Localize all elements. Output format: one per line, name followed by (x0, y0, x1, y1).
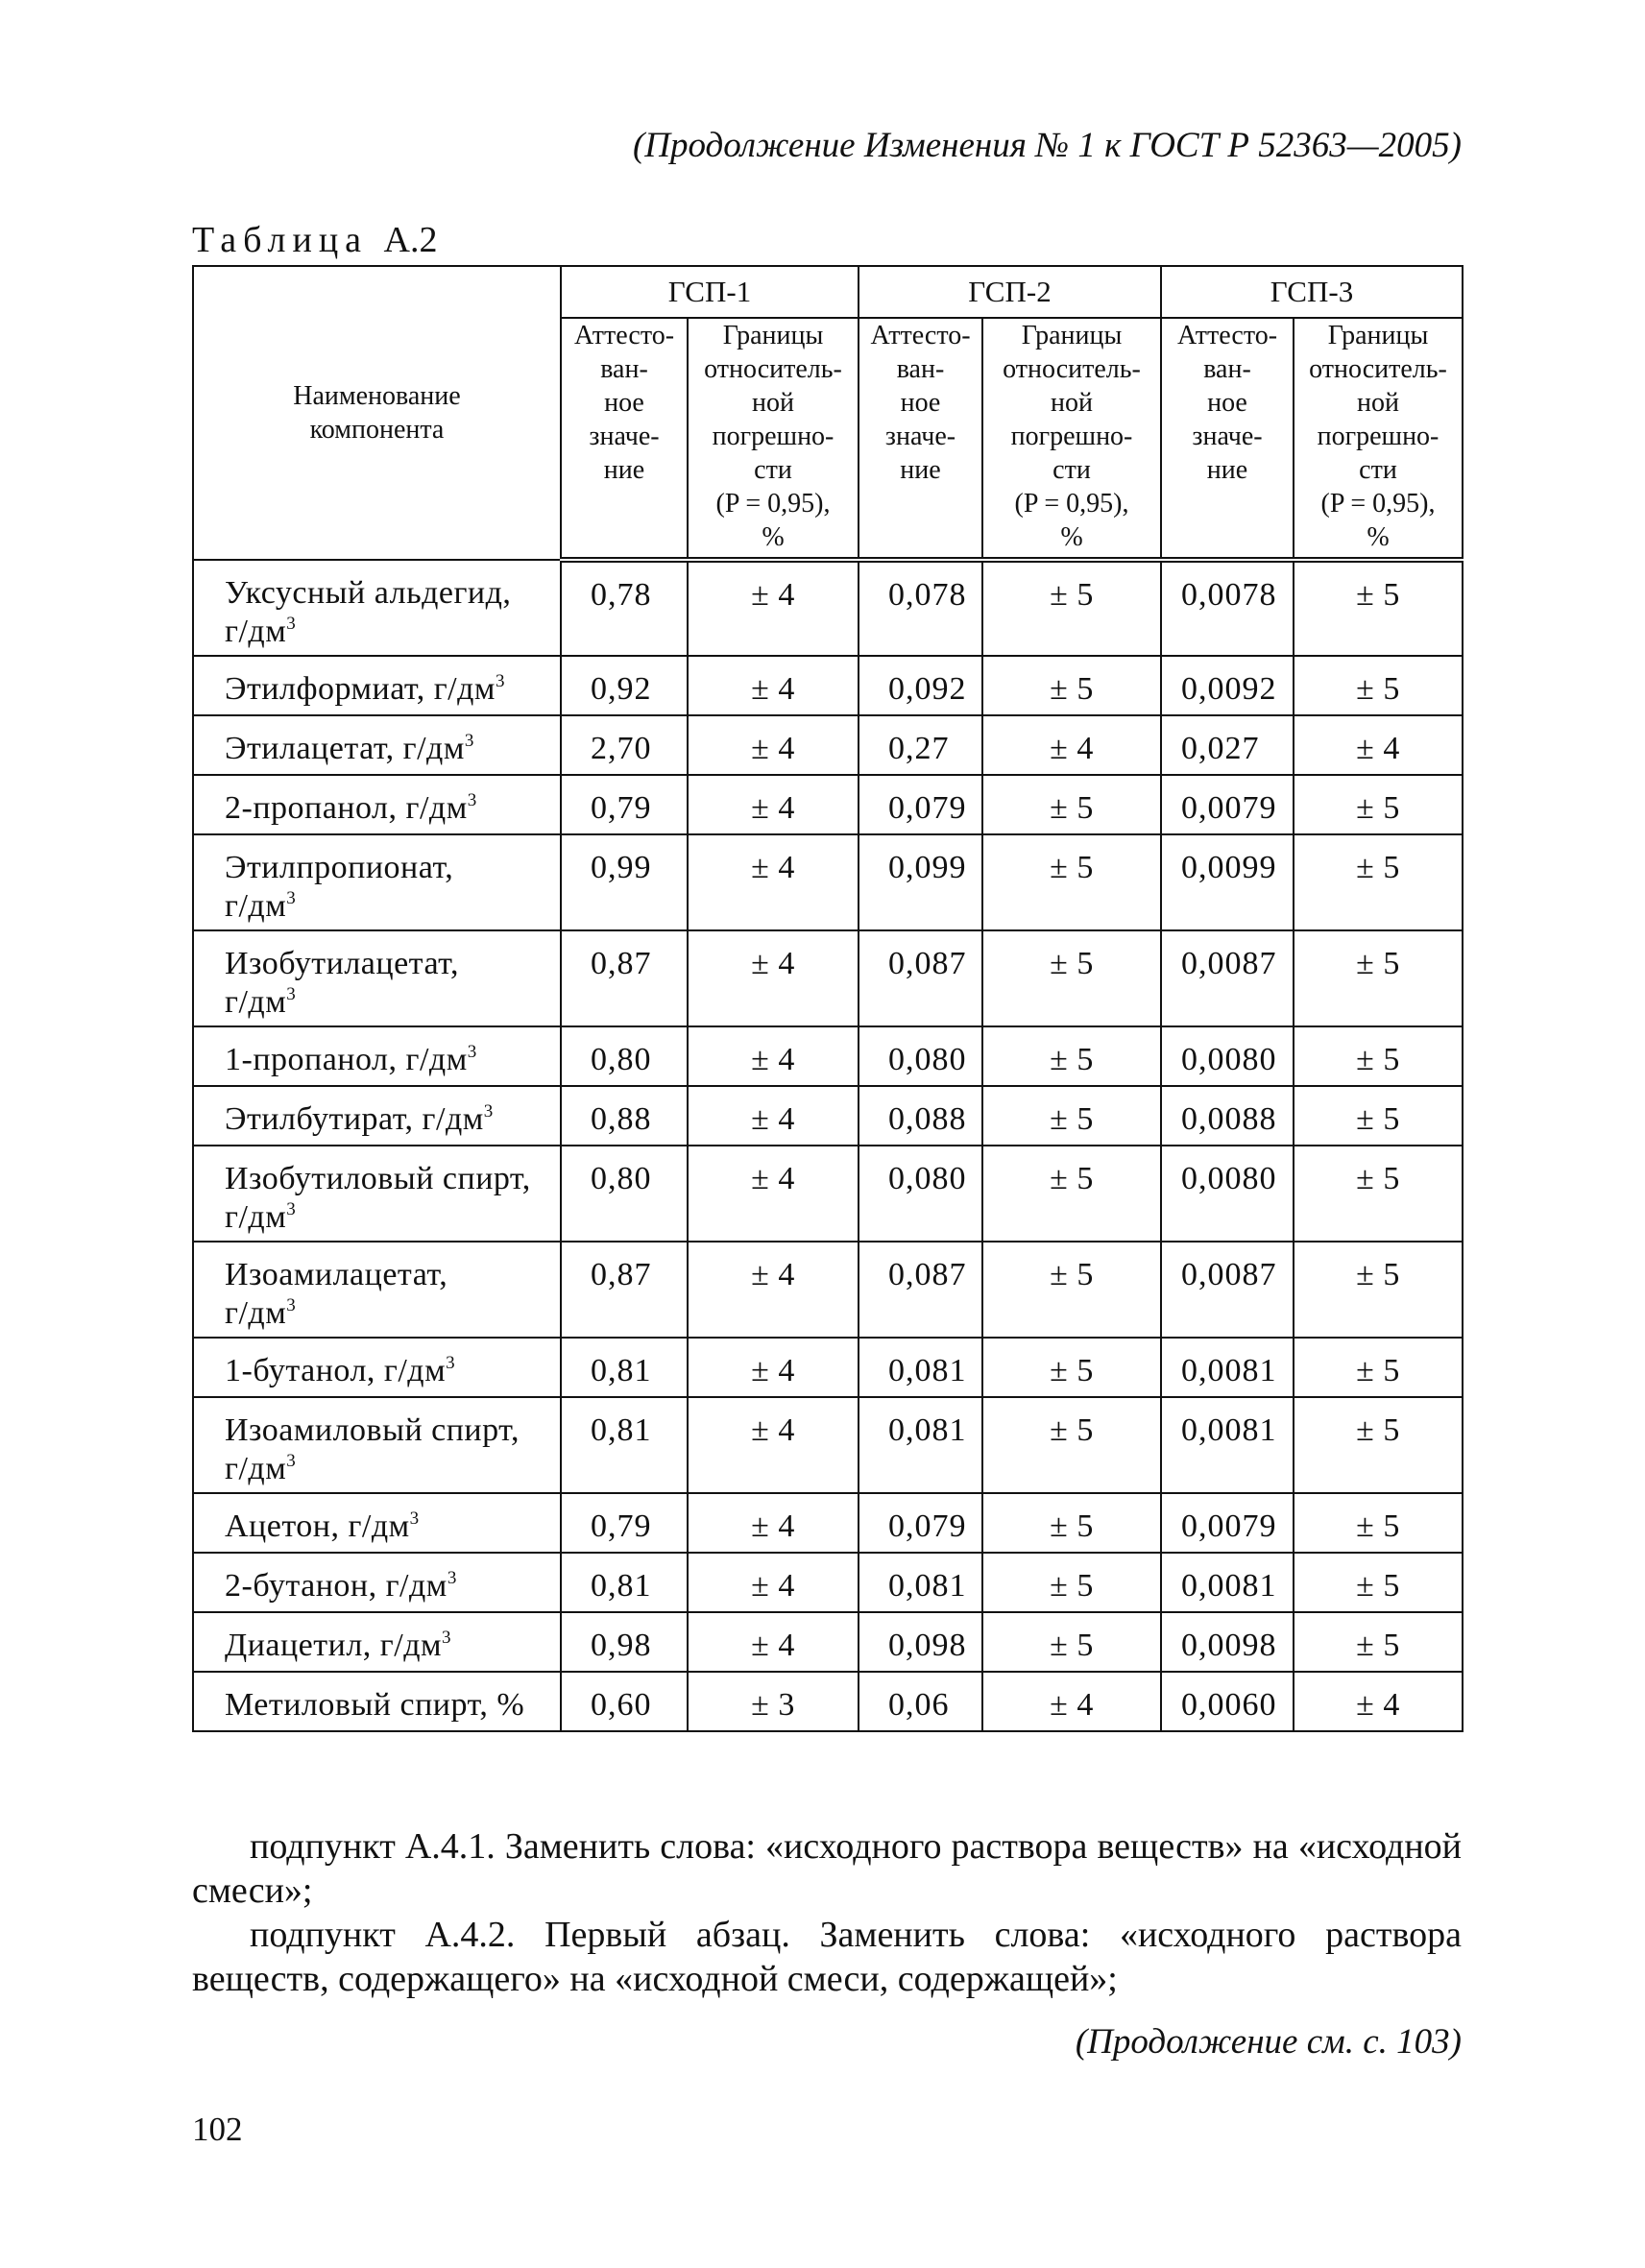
unit-exponent: 3 (495, 671, 505, 691)
certified-value-gsp3: 0,0099 (1161, 834, 1294, 930)
certified-value-gsp2: 0,081 (859, 1553, 982, 1612)
certified-value-gsp2: 0,088 (859, 1086, 982, 1146)
continuation-note: (Продолжение см. с. 103) (1075, 2022, 1462, 2062)
table-row (193, 715, 1463, 775)
certified-value-gsp2: 0,087 (859, 1242, 982, 1338)
error-bound-gsp1: ± 3 (688, 1672, 859, 1731)
certified-value-gsp3: 0,0079 (1161, 775, 1294, 834)
component-name (193, 656, 561, 715)
component-unit: г/дм (433, 671, 496, 707)
error-header-line: сти (754, 455, 792, 485)
error-bound-gsp2: ± 5 (982, 1493, 1161, 1553)
error-bound-gsp3: ± 5 (1294, 1146, 1463, 1242)
certified-value-gsp1: 0,79 (561, 775, 688, 834)
unit-exponent: 3 (409, 1508, 420, 1529)
value-header-line: ное (604, 388, 644, 418)
component-label: 1-бутанол, (225, 1353, 375, 1388)
component-unit: г/дм (405, 1042, 468, 1077)
certified-value-gsp2: 0,078 (859, 560, 982, 656)
certified-value-gsp2: 0,080 (859, 1146, 982, 1242)
table-row (193, 930, 1463, 1026)
error-bound-gsp1: ± 4 (688, 1553, 859, 1612)
component-name (193, 1493, 561, 1553)
error-bound-gsp2: ± 4 (982, 1672, 1161, 1731)
error-header-line: погрешно- (1010, 422, 1133, 451)
table-title (192, 217, 437, 263)
unit-exponent: 3 (483, 1101, 494, 1122)
unit-exponent: 3 (446, 1353, 456, 1373)
table-row (193, 1242, 1463, 1338)
error-bound-gsp1: ± 4 (688, 1242, 859, 1338)
group-header-2: ГСП-2 (859, 266, 1161, 318)
error-header-line: (P = 0,95), (715, 489, 831, 519)
page-number: 102 (192, 2111, 243, 2148)
component-name (193, 1397, 561, 1493)
certified-value-gsp1: 0,88 (561, 1086, 688, 1146)
paragraph-a42 (192, 1913, 1462, 2001)
error-bound-gsp3: ± 5 (1294, 1338, 1463, 1397)
unit-exponent: 3 (464, 731, 474, 751)
unit-exponent: 3 (286, 888, 297, 908)
value-header-line: Аттесто- (573, 321, 675, 350)
certified-value-gsp1: 0,81 (561, 1397, 688, 1493)
error-bound-gsp3: ± 4 (1294, 715, 1463, 775)
unit-exponent: 3 (286, 1451, 297, 1471)
component-name (193, 1338, 561, 1397)
unit-exponent: 3 (447, 1568, 457, 1588)
table-row (193, 1026, 1463, 1086)
error-bound-gsp3: ± 5 (1294, 560, 1463, 656)
error-bound-gsp2: ± 4 (982, 715, 1161, 775)
paragraph-a41-text: подпункт А.4.1. Заменить слова: «исходного раствора веществ» на «исходной смеси»; (192, 1826, 1462, 1911)
error-header-gsp3 (1294, 318, 1463, 560)
component-label: Изобутилацетат, (225, 946, 459, 981)
error-header-line: погрешно- (1317, 422, 1439, 451)
value-header-line: ное (1207, 388, 1247, 418)
error-bound-gsp1: ± 4 (688, 1493, 859, 1553)
table-row (193, 1338, 1463, 1397)
table-body (193, 560, 1463, 1731)
table-row (193, 560, 1463, 656)
error-bound-gsp1: ± 4 (688, 560, 859, 656)
error-bound-gsp2: ± 5 (982, 1553, 1161, 1612)
error-bound-gsp3: ± 5 (1294, 1493, 1463, 1553)
error-bound-gsp3: ± 5 (1294, 1397, 1463, 1493)
value-header-line: ван- (896, 354, 945, 384)
component-unit: г/дм (405, 790, 468, 826)
value-header-line: значе- (884, 422, 956, 451)
error-header-gsp1 (688, 318, 859, 560)
value-header-line: ние (900, 455, 941, 485)
certified-value-gsp3: 0,0081 (1161, 1553, 1294, 1612)
component-label: 2-бутанон, (225, 1568, 377, 1604)
component-unit: г/дм (379, 1628, 443, 1663)
error-bound-gsp2: ± 5 (982, 930, 1161, 1026)
component-name (193, 1146, 561, 1242)
name-header-line: Наименование (293, 381, 461, 411)
value-header-line: ние (603, 455, 645, 485)
error-bound-gsp3: ± 5 (1294, 930, 1463, 1026)
unit-exponent: 3 (286, 984, 297, 1004)
error-bound-gsp1: ± 4 (688, 1146, 859, 1242)
component-name (193, 1242, 561, 1338)
group-header-row (193, 266, 1463, 318)
value-header-line: ние (1206, 455, 1248, 485)
component-label: Этилацетат, (225, 731, 395, 766)
error-bound-gsp1: ± 4 (688, 656, 859, 715)
component-label: Этилбутират, (225, 1101, 414, 1137)
component-name (193, 560, 561, 656)
group-header-1: ГСП-1 (561, 266, 859, 318)
certified-value-gsp2: 0,087 (859, 930, 982, 1026)
group-header-3: ГСП-3 (1161, 266, 1463, 318)
certified-value-gsp1: 0,87 (561, 930, 688, 1026)
component-label: Диацетил, (225, 1628, 372, 1663)
certified-value-gsp1: 0,60 (561, 1672, 688, 1731)
table-row (193, 1397, 1463, 1493)
certified-value-gsp3: 0,027 (1161, 715, 1294, 775)
table-row (193, 1146, 1463, 1242)
component-unit: г/дм (383, 1353, 447, 1388)
component-unit: г/дм (422, 1101, 484, 1137)
error-header-line: Границы (1021, 321, 1123, 350)
table-row (193, 834, 1463, 930)
value-header-line: значе- (589, 422, 660, 451)
name-header-lines (194, 379, 560, 446)
error-bound-gsp1: ± 4 (688, 930, 859, 1026)
error-header-line: % (1367, 522, 1390, 552)
certified-value-gsp3: 0,0080 (1161, 1026, 1294, 1086)
error-bound-gsp3: ± 5 (1294, 1086, 1463, 1146)
component-label: Изоамилацетат, (225, 1257, 448, 1292)
unit-exponent: 3 (467, 790, 477, 810)
certified-value-gsp2: 0,06 (859, 1672, 982, 1731)
certified-value-gsp3: 0,0092 (1161, 656, 1294, 715)
component-unit: г/дм (225, 614, 287, 649)
error-bound-gsp1: ± 4 (688, 1397, 859, 1493)
value-header-gsp2 (859, 318, 982, 560)
unit-exponent: 3 (442, 1628, 452, 1648)
error-header-line: (P = 0,95), (1320, 489, 1436, 519)
certified-value-gsp3: 0,0087 (1161, 1242, 1294, 1338)
certified-value-gsp3: 0,0081 (1161, 1397, 1294, 1493)
error-header-line: ной (752, 388, 794, 418)
certified-value-gsp3: 0,0081 (1161, 1338, 1294, 1397)
paragraph-a42-text: подпункт А.4.2. Первый абзац. Заменить слова: «исходного раствора веществ, содержащего» на «исходной смеси, содержащей»; (192, 1915, 1462, 1999)
error-bound-gsp1: ± 4 (688, 1086, 859, 1146)
component-label: Метиловый спирт, (225, 1687, 489, 1723)
error-bound-gsp3: ± 5 (1294, 656, 1463, 715)
certified-value-gsp2: 0,098 (859, 1612, 982, 1672)
error-header-line: ной (1357, 388, 1399, 418)
certified-value-gsp1: 0,78 (561, 560, 688, 656)
error-bound-gsp2: ± 5 (982, 1612, 1161, 1672)
error-bound-gsp1: ± 4 (688, 715, 859, 775)
certified-value-gsp1: 0,80 (561, 1146, 688, 1242)
error-bound-gsp3: ± 5 (1294, 775, 1463, 834)
data-table (192, 265, 1464, 1732)
certified-value-gsp1: 0,80 (561, 1026, 688, 1086)
error-bound-gsp2: ± 5 (982, 1086, 1161, 1146)
error-header-line: ной (1051, 388, 1093, 418)
error-header-line: % (762, 522, 785, 552)
component-label: 1-пропанол, (225, 1042, 398, 1077)
error-bound-gsp1: ± 4 (688, 1612, 859, 1672)
error-bound-gsp2: ± 5 (982, 775, 1161, 834)
certified-value-gsp2: 0,27 (859, 715, 982, 775)
error-header-line: погрешно- (712, 422, 835, 451)
value-header-line: ван- (600, 354, 648, 384)
error-bound-gsp2: ± 5 (982, 560, 1161, 656)
error-bound-gsp2: ± 5 (982, 656, 1161, 715)
certified-value-gsp2: 0,080 (859, 1026, 982, 1086)
component-label: Ацетон, (225, 1508, 340, 1544)
error-bound-gsp2: ± 5 (982, 1146, 1161, 1242)
error-bound-gsp3: ± 5 (1294, 1553, 1463, 1612)
table-row (193, 1493, 1463, 1553)
error-bound-gsp1: ± 4 (688, 1026, 859, 1086)
table-title-word: Таблица (192, 220, 369, 260)
component-label: Изобутиловый спирт, (225, 1161, 531, 1196)
unit-exponent: 3 (286, 614, 297, 634)
component-name (193, 930, 561, 1026)
table-row (193, 1672, 1463, 1731)
component-unit: г/дм (225, 1295, 287, 1331)
component-label: Этилформиат, (225, 671, 425, 707)
value-header-gsp1 (561, 318, 688, 560)
error-header-line: сти (1052, 455, 1091, 485)
component-label: Уксусный альдегид, (225, 575, 512, 611)
certified-value-gsp3: 0,0098 (1161, 1612, 1294, 1672)
certified-value-gsp2: 0,099 (859, 834, 982, 930)
unit-exponent: 3 (286, 1199, 297, 1219)
error-header-line: относитель- (1003, 354, 1141, 384)
table-row (193, 1553, 1463, 1612)
error-bound-gsp3: ± 5 (1294, 1612, 1463, 1672)
unit-exponent: 3 (467, 1042, 477, 1062)
error-bound-gsp3: ± 5 (1294, 1242, 1463, 1338)
table-row (193, 775, 1463, 834)
table-row (193, 1612, 1463, 1672)
paragraph-a41 (192, 1824, 1462, 1913)
component-name (193, 834, 561, 930)
certified-value-gsp1: 0,81 (561, 1553, 688, 1612)
component-name (193, 775, 561, 834)
component-unit: % (496, 1687, 525, 1723)
certified-value-gsp1: 2,70 (561, 715, 688, 775)
component-unit: г/дм (385, 1568, 448, 1604)
component-unit: г/дм (348, 1508, 410, 1544)
error-bound-gsp2: ± 5 (982, 1397, 1161, 1493)
component-label: Изоамиловый спирт, (225, 1412, 520, 1448)
component-unit: г/дм (225, 1451, 287, 1486)
certified-value-gsp2: 0,081 (859, 1338, 982, 1397)
value-header-line: значе- (1192, 422, 1263, 451)
component-name (193, 715, 561, 775)
component-unit: г/дм (225, 984, 287, 1020)
table-row (193, 656, 1463, 715)
certified-value-gsp3: 0,0080 (1161, 1146, 1294, 1242)
certified-value-gsp1: 0,81 (561, 1338, 688, 1397)
error-header-line: относитель- (704, 354, 842, 384)
page-header: (Продолжение Изменения № 1 к ГОСТ Р 52363—2005) (632, 126, 1462, 165)
certified-value-gsp3: 0,0078 (1161, 560, 1294, 656)
component-name (193, 1553, 561, 1612)
component-unit: г/дм (402, 731, 465, 766)
error-header-line: % (1060, 522, 1083, 552)
error-header-line: сти (1359, 455, 1397, 485)
error-bound-gsp3: ± 5 (1294, 834, 1463, 930)
certified-value-gsp2: 0,079 (859, 1493, 982, 1553)
certified-value-gsp3: 0,0088 (1161, 1086, 1294, 1146)
certified-value-gsp1: 0,79 (561, 1493, 688, 1553)
unit-exponent: 3 (286, 1295, 297, 1315)
error-header-line: Границы (1327, 321, 1429, 350)
certified-value-gsp2: 0,092 (859, 656, 982, 715)
component-name (193, 1612, 561, 1672)
component-label: 2-пропанол, (225, 790, 398, 826)
error-header-line: (P = 0,95), (1014, 489, 1129, 519)
error-bound-gsp1: ± 4 (688, 775, 859, 834)
certified-value-gsp3: 0,0060 (1161, 1672, 1294, 1731)
value-header-line: Аттесто- (1176, 321, 1278, 350)
certified-value-gsp2: 0,081 (859, 1397, 982, 1493)
table-title-number: А.2 (383, 220, 438, 260)
certified-value-gsp1: 0,92 (561, 656, 688, 715)
error-bound-gsp2: ± 5 (982, 1338, 1161, 1397)
error-bound-gsp1: ± 4 (688, 834, 859, 930)
certified-value-gsp3: 0,0079 (1161, 1493, 1294, 1553)
value-header-line: ван- (1203, 354, 1251, 384)
error-header-gsp2 (982, 318, 1161, 560)
name-column-header (193, 266, 561, 560)
certified-value-gsp1: 0,87 (561, 1242, 688, 1338)
component-unit: г/дм (225, 888, 287, 924)
value-header-gsp3 (1161, 318, 1294, 560)
name-header-line: компонента (309, 415, 445, 445)
error-bound-gsp2: ± 5 (982, 1026, 1161, 1086)
value-header-line: Аттесто- (870, 321, 971, 350)
error-bound-gsp2: ± 5 (982, 834, 1161, 930)
table-row (193, 1086, 1463, 1146)
error-header-line: Границы (722, 321, 824, 350)
error-bound-gsp3: ± 5 (1294, 1026, 1463, 1086)
value-header-line: ное (900, 388, 941, 418)
error-bound-gsp1: ± 4 (688, 1338, 859, 1397)
error-bound-gsp3: ± 4 (1294, 1672, 1463, 1731)
certified-value-gsp1: 0,98 (561, 1612, 688, 1672)
component-name (193, 1672, 561, 1731)
component-unit: г/дм (225, 1199, 287, 1235)
certified-value-gsp2: 0,079 (859, 775, 982, 834)
error-header-line: относитель- (1309, 354, 1447, 384)
component-name (193, 1026, 561, 1086)
component-label: Этилпропионат, (225, 850, 454, 885)
certified-value-gsp3: 0,0087 (1161, 930, 1294, 1026)
error-bound-gsp2: ± 5 (982, 1242, 1161, 1338)
certified-value-gsp1: 0,99 (561, 834, 688, 930)
component-name (193, 1086, 561, 1146)
